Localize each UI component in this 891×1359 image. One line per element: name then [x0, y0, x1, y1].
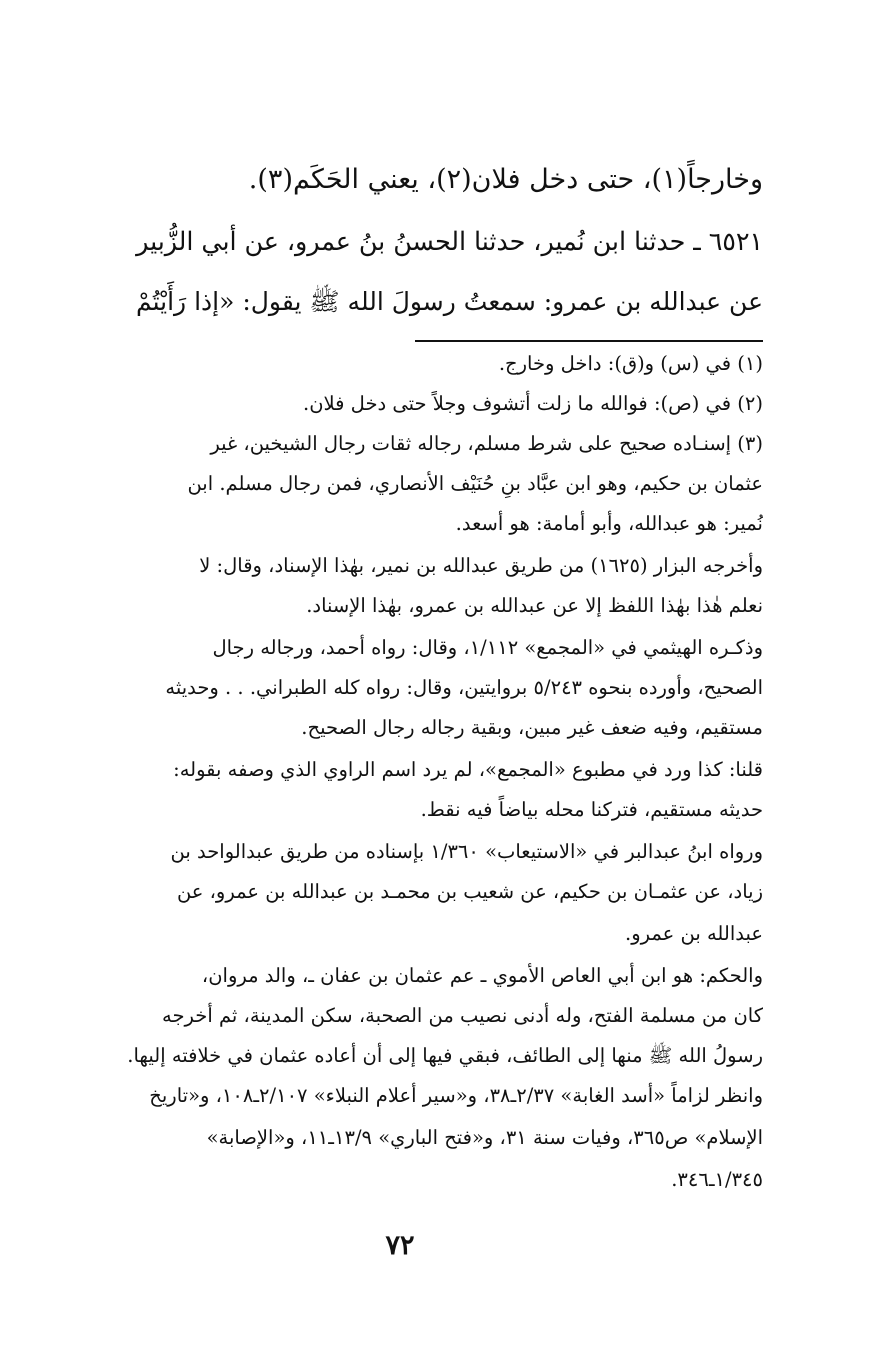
footnote-line: مستقيم، وفيه ضعف غير مبين، وبقية رجاله رجال الصحيح.: [301, 716, 763, 739]
footnote-line: وانظر لزاماً «أسد الغابة» ٢/٣٧ـ٣٨، و«سير أعلام النبلاء» ٢/١٠٧ـ١٠٨، و«تاريخ: [149, 1084, 763, 1107]
footnote-line: وذكـره الهيثمي في «المجمع» ١/١١٢، وقال: رواه أحمد، ورجاله رجال: [212, 636, 763, 659]
footnote-line: عثمان بن حكيم، وهو ابن عبَّاد بنِ حُنَيْف الأنصاري، فمن رجال مسلم. ابن: [187, 472, 763, 495]
hadith-text-line: عن عبدالله بن عمرو: سمعتُ رسولَ الله ﷺ يقول: «إذا رَأَيْتُمْ: [135, 287, 763, 316]
footnote-line: ١/٣٤٥ـ٣٤٦.: [671, 1168, 763, 1191]
page-number: ٧٢: [385, 1230, 415, 1261]
footnote-divider: [415, 340, 763, 342]
footnote-line: الإسلام» ص٣٦٥، وفيات سنة ٣١، و«فتح الباري» ١٣/٩ـ١١، و«الإصابة»: [206, 1126, 763, 1149]
footnote-line: والحكم: هو ابن أبي العاص الأموي ـ عم عثمان بن عفان ـ، والد مروان،: [201, 964, 763, 987]
footnote-line: (١) في (س) و(ق): داخل وخارج.: [498, 352, 763, 375]
footnote-line: نُمير: هو عبدالله، وأبو أمامة: هو أسعد.: [455, 512, 763, 535]
footnote-line: وأخرجه البزار (١٦٢٥) من طريق عبدالله بن نمير، بهٰذا الإسناد، وقال: لا: [199, 554, 763, 577]
footnote-line: ورواه ابنُ عبدالبر في «الاستيعاب» ١/٣٦٠ بإسناده من طريق عبدالواحد بن: [170, 840, 763, 863]
main-text-line-1: وخارجاً(١)، حتى دخل فلان(٢)، يعني الحَكَم(٣).: [248, 164, 763, 195]
hadith-chain-line: ٦٥٢١ ـ حدثنا ابن نُمير، حدثنا الحسنُ بنُ عمرو، عن أبي الزُّبير: [136, 227, 763, 256]
footnote-line: كان من مسلمة الفتح، وله أدنى نصيب من الصحبة، سكن المدينة، ثم أخرجه: [162, 1004, 763, 1027]
footnote-line: نعلم هٰذا بهٰذا اللفظ إلا عن عبدالله بن عمرو، بهٰذا الإسناد.: [306, 594, 763, 617]
footnote-line: عبدالله بن عمرو.: [625, 922, 763, 945]
footnote-line: زياد، عن عثمـان بن حكيم، عن شعيب بن محمـد بن عبدالله بن عمرو، عن: [176, 880, 763, 903]
footnote-line: رسولُ الله ﷺ منها إلى الطائف، فبقي فيها إلى أن أعاده عثمان في خلافته إليها.: [127, 1044, 763, 1067]
footnote-line: (٣) إسنـاده صحيح على شرط مسلم، رجاله ثقات رجال الشيخين، غير: [210, 432, 763, 455]
footnote-line: قلنا: كذا ورد في مطبوع «المجمع»، لم يرد اسم الراوي الذي وصفه بقوله:: [173, 758, 763, 781]
footnote-line: الصحيح، وأورده بنحوه ٥/٢٤٣ بروايتين، وقال: رواه كله الطبراني. . . وحديثه: [165, 676, 763, 699]
footnote-line: (٢) في (ص): فوالله ما زلت أتشوف وجلاً حتى دخل فلان.: [303, 392, 763, 415]
footnote-line: حديثه مستقيم، فتركنا محله بياضاً فيه نقط.: [420, 798, 763, 821]
